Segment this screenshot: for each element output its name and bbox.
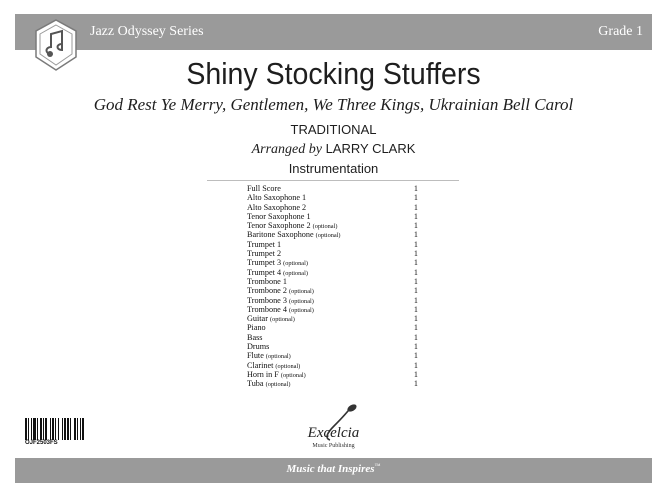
instrument-part-row (247, 305, 422, 314)
instrument-name: Trombone 4 (247, 304, 287, 314)
composer: TRADITIONAL (290, 122, 377, 137)
instrument-part-row (247, 379, 422, 388)
instrument-name: Drums (247, 342, 270, 352)
instrumentation-list (247, 184, 422, 389)
instrument-part-row (247, 258, 422, 267)
instrument-optional-note: (optional) (283, 269, 308, 277)
instrument-name: Guitar (247, 314, 268, 324)
instrument-name: Tuba (247, 379, 264, 389)
instrument-optional-note: (optional) (289, 288, 314, 296)
instrument-optional-note: (optional) (269, 316, 295, 324)
instrument-part-row (247, 361, 422, 370)
tagline (0, 463, 667, 475)
barcode-number: OJF2503FS (25, 440, 58, 446)
instrument-quantity: 1 (413, 323, 418, 333)
instrument-quantity: 1 (413, 332, 418, 342)
instrument-quantity: 1 (413, 360, 418, 370)
instrument-quantity: 1 (413, 286, 418, 296)
instrument-part-row (247, 203, 422, 212)
instrument-quantity: 1 (413, 295, 418, 305)
instrument-name: Tenor Saxophone 1 (247, 211, 311, 221)
instrument-quantity: 1 (413, 304, 418, 314)
instrument-part-row (247, 230, 422, 239)
instrument-name: Piano (247, 323, 266, 333)
instrument-part-row (247, 370, 422, 379)
instrument-optional-note: (optional) (312, 223, 338, 231)
instrument-optional-note: (optional) (315, 232, 341, 240)
instrument-part-row (247, 249, 422, 258)
instrument-optional-note: (optional) (280, 371, 306, 379)
arranger-name: LARRY CLARK (325, 141, 416, 156)
tagline-text: Music that Inspires (286, 463, 375, 475)
instrument-name: Trumpet 4 (247, 267, 282, 277)
instrument-quantity: 1 (413, 276, 418, 286)
instrument-optional-note: (optional) (283, 260, 308, 268)
instrument-part-row (247, 184, 422, 193)
arranger-credit (0, 141, 667, 158)
trademark-symbol: ™ (374, 463, 381, 470)
grade-level: Grade 1 (598, 24, 643, 39)
instrument-optional-note: (optional) (265, 353, 291, 361)
instrument-name: Trumpet 1 (247, 239, 282, 249)
instrument-quantity: 1 (413, 314, 418, 324)
instrument-quantity: 1 (413, 184, 418, 193)
instrument-quantity: 1 (413, 202, 418, 212)
instrument-name: Trombone 2 (247, 286, 287, 296)
instrument-part-row (247, 342, 422, 351)
instrument-name: Bass (247, 332, 263, 342)
instrumentation-heading: Instrumentation (288, 161, 379, 176)
instrument-quantity: 1 (413, 249, 418, 259)
instrument-part-row (247, 333, 422, 342)
instrument-part-row (247, 268, 422, 277)
instrument-quantity: 1 (413, 221, 418, 231)
instrument-quantity: 1 (413, 239, 418, 249)
instrumentation-divider (207, 180, 459, 181)
instrument-name: Alto Saxophone 2 (247, 202, 307, 212)
instrument-quantity: 1 (413, 193, 418, 203)
instrument-part-row (247, 314, 422, 323)
instrument-quantity: 1 (413, 267, 418, 277)
instrument-name: Trumpet 3 (247, 258, 282, 268)
instrument-part-row (247, 193, 422, 202)
instrument-optional-note: (optional) (265, 381, 291, 389)
instrument-name: Tenor Saxophone 2 (247, 221, 311, 231)
instrument-name: Flute (247, 351, 264, 361)
instrument-part-row (247, 296, 422, 305)
publisher-subtitle: Music Publishing (312, 443, 355, 449)
instrument-name: Full Score (247, 184, 281, 193)
instrument-part-row (247, 221, 422, 230)
instrument-quantity: 1 (413, 342, 418, 352)
instrument-name: Clarinet (247, 360, 274, 370)
instrument-part-row (247, 277, 422, 286)
page-title: Shiny Stocking Stuffers (186, 56, 481, 91)
instrument-quantity: 1 (413, 230, 418, 240)
instrument-part-row (247, 323, 422, 332)
instrument-quantity: 1 (413, 379, 418, 389)
arranger-prefix: Arranged by (251, 142, 322, 157)
instrument-name: Trumpet 2 (247, 249, 282, 259)
instrument-optional-note: (optional) (289, 306, 314, 314)
instrument-optional-note: (optional) (289, 297, 314, 305)
instrument-optional-note: (optional) (275, 362, 301, 370)
instrument-quantity: 1 (413, 211, 418, 221)
instrument-quantity: 1 (413, 369, 418, 379)
instrument-part-row (247, 351, 422, 360)
instrument-quantity: 1 (413, 258, 418, 268)
subtitle: God Rest Ye Merry, Gentlemen, We Three Kings, Ukrainian Bell Carol (93, 95, 574, 114)
instrument-name: Trombone 1 (247, 276, 287, 286)
instrument-quantity: 1 (413, 351, 418, 361)
publisher-name: Excelcia (307, 425, 360, 441)
instrument-name: Alto Saxophone 1 (247, 193, 307, 203)
instrument-name: Baritone Saxophone (247, 230, 314, 240)
instrument-part-row (247, 240, 422, 249)
instrument-name: Horn in F (247, 369, 279, 379)
series-name: Jazz Odyssey Series (90, 24, 204, 39)
instrument-part-row (247, 286, 422, 295)
instrument-name: Trombone 3 (247, 295, 287, 305)
instrument-part-row (247, 212, 422, 221)
